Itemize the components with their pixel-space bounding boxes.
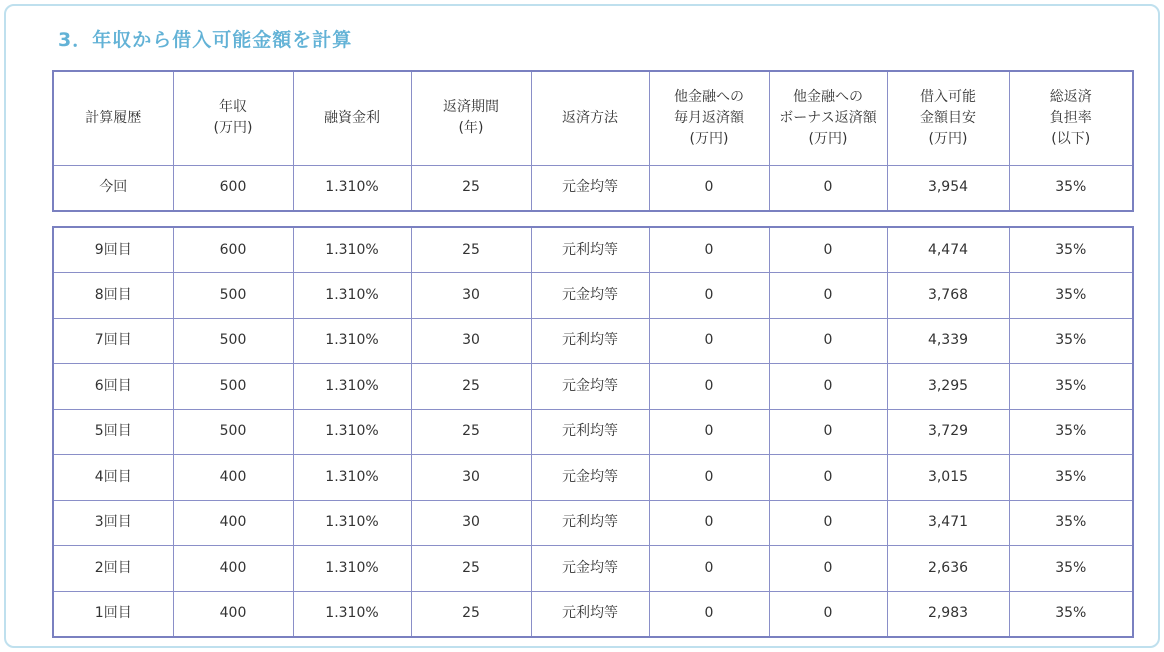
- cell-burden-ratio: 35%: [1009, 500, 1133, 546]
- table-row: [53, 318, 1133, 364]
- cell-other-bonus: 0: [769, 591, 887, 637]
- cell-history: 2回目: [53, 546, 173, 592]
- cell-method: 元金均等: [531, 546, 649, 592]
- cell-other-monthly: 0: [649, 500, 769, 546]
- cell-other-bonus: 0: [769, 500, 887, 546]
- current-table: [52, 70, 1134, 212]
- cell-method: 元利均等: [531, 227, 649, 273]
- cell-burden-ratio: 35%: [1009, 546, 1133, 592]
- cell-history: 6回目: [53, 364, 173, 410]
- cell-term: 25: [411, 409, 531, 455]
- cell-other-bonus: 0: [769, 546, 887, 592]
- header-borrowable: 借入可能 金額目安 (万円): [887, 71, 1009, 165]
- cell-rate: 1.310%: [293, 364, 411, 410]
- cell-term: 30: [411, 455, 531, 501]
- cell-other-bonus: 0: [769, 455, 887, 501]
- cell-rate: 1.310%: [293, 409, 411, 455]
- cell-rate: 1.310%: [293, 546, 411, 592]
- cell-other-monthly: 0: [649, 318, 769, 364]
- header-rate: 融資金利: [293, 71, 411, 165]
- cell-income: 500: [173, 273, 293, 319]
- header-burden-ratio: 総返済 負担率 (以下): [1009, 71, 1133, 165]
- cell-borrowable: 2,636: [887, 546, 1009, 592]
- header-method: 返済方法: [531, 71, 649, 165]
- cell-method: 元金均等: [531, 455, 649, 501]
- cell-income: 600: [173, 227, 293, 273]
- cell-term: 25: [411, 364, 531, 410]
- cell-burden-ratio: 35%: [1009, 409, 1133, 455]
- cell-burden-ratio: 35%: [1009, 165, 1133, 211]
- table-row: [53, 165, 1133, 211]
- header-other-monthly: 他金融への 毎月返済額 (万円): [649, 71, 769, 165]
- cell-history: 5回目: [53, 409, 173, 455]
- cell-other-bonus: 0: [769, 409, 887, 455]
- header-term: 返済期間 (年): [411, 71, 531, 165]
- cell-other-monthly: 0: [649, 591, 769, 637]
- cell-income: 400: [173, 500, 293, 546]
- cell-term: 25: [411, 165, 531, 211]
- cell-term: 30: [411, 273, 531, 319]
- cell-term: 30: [411, 318, 531, 364]
- table-row: [53, 409, 1133, 455]
- cell-income: 400: [173, 591, 293, 637]
- cell-burden-ratio: 35%: [1009, 364, 1133, 410]
- table-row: [53, 364, 1133, 410]
- cell-method: 元金均等: [531, 364, 649, 410]
- cell-other-bonus: 0: [769, 318, 887, 364]
- page-title: 3．年収から借入可能金額を計算: [58, 29, 353, 51]
- cell-method: 元利均等: [531, 591, 649, 637]
- cell-income: 600: [173, 165, 293, 211]
- cell-borrowable: 3,015: [887, 455, 1009, 501]
- cell-burden-ratio: 35%: [1009, 318, 1133, 364]
- cell-other-monthly: 0: [649, 546, 769, 592]
- cell-other-monthly: 0: [649, 364, 769, 410]
- history-table: [52, 226, 1134, 638]
- table-row: [53, 273, 1133, 319]
- header-income: 年収 (万円): [173, 71, 293, 165]
- cell-history: 8回目: [53, 273, 173, 319]
- cell-rate: 1.310%: [293, 318, 411, 364]
- cell-method: 元利均等: [531, 318, 649, 364]
- cell-borrowable: 3,768: [887, 273, 1009, 319]
- cell-borrowable: 3,471: [887, 500, 1009, 546]
- cell-method: 元利均等: [531, 500, 649, 546]
- cell-income: 500: [173, 409, 293, 455]
- table-row: [53, 591, 1133, 637]
- cell-history: 今回: [53, 165, 173, 211]
- cell-method: 元利均等: [531, 409, 649, 455]
- cell-rate: 1.310%: [293, 500, 411, 546]
- cell-rate: 1.310%: [293, 455, 411, 501]
- cell-borrowable: 4,339: [887, 318, 1009, 364]
- cell-history: 9回目: [53, 227, 173, 273]
- cell-other-bonus: 0: [769, 227, 887, 273]
- cell-burden-ratio: 35%: [1009, 591, 1133, 637]
- table-row: [53, 455, 1133, 501]
- cell-income: 400: [173, 546, 293, 592]
- cell-borrowable: 3,729: [887, 409, 1009, 455]
- cell-borrowable: 2,983: [887, 591, 1009, 637]
- cell-burden-ratio: 35%: [1009, 455, 1133, 501]
- cell-income: 500: [173, 364, 293, 410]
- cell-other-monthly: 0: [649, 227, 769, 273]
- cell-borrowable: 3,295: [887, 364, 1009, 410]
- cell-rate: 1.310%: [293, 165, 411, 211]
- cell-other-monthly: 0: [649, 455, 769, 501]
- cell-term: 25: [411, 591, 531, 637]
- table-header-row: [53, 71, 1133, 165]
- cell-history: 7回目: [53, 318, 173, 364]
- header-history: 計算履歴: [53, 71, 173, 165]
- cell-other-bonus: 0: [769, 273, 887, 319]
- cell-borrowable: 4,474: [887, 227, 1009, 273]
- cell-other-monthly: 0: [649, 273, 769, 319]
- cell-term: 25: [411, 546, 531, 592]
- cell-burden-ratio: 35%: [1009, 227, 1133, 273]
- cell-history: 1回目: [53, 591, 173, 637]
- cell-rate: 1.310%: [293, 591, 411, 637]
- cell-other-monthly: 0: [649, 165, 769, 211]
- cell-term: 30: [411, 500, 531, 546]
- cell-rate: 1.310%: [293, 273, 411, 319]
- cell-borrowable: 3,954: [887, 165, 1009, 211]
- cell-rate: 1.310%: [293, 227, 411, 273]
- cell-other-bonus: 0: [769, 165, 887, 211]
- cell-term: 25: [411, 227, 531, 273]
- table-row: [53, 500, 1133, 546]
- cell-burden-ratio: 35%: [1009, 273, 1133, 319]
- table-row: [53, 227, 1133, 273]
- cell-income: 400: [173, 455, 293, 501]
- cell-income: 500: [173, 318, 293, 364]
- cell-method: 元金均等: [531, 273, 649, 319]
- cell-other-monthly: 0: [649, 409, 769, 455]
- header-other-bonus: 他金融への ボーナス返済額 (万円): [769, 71, 887, 165]
- cell-history: 3回目: [53, 500, 173, 546]
- cell-history: 4回目: [53, 455, 173, 501]
- table-row: [53, 546, 1133, 592]
- cell-method: 元金均等: [531, 165, 649, 211]
- cell-other-bonus: 0: [769, 364, 887, 410]
